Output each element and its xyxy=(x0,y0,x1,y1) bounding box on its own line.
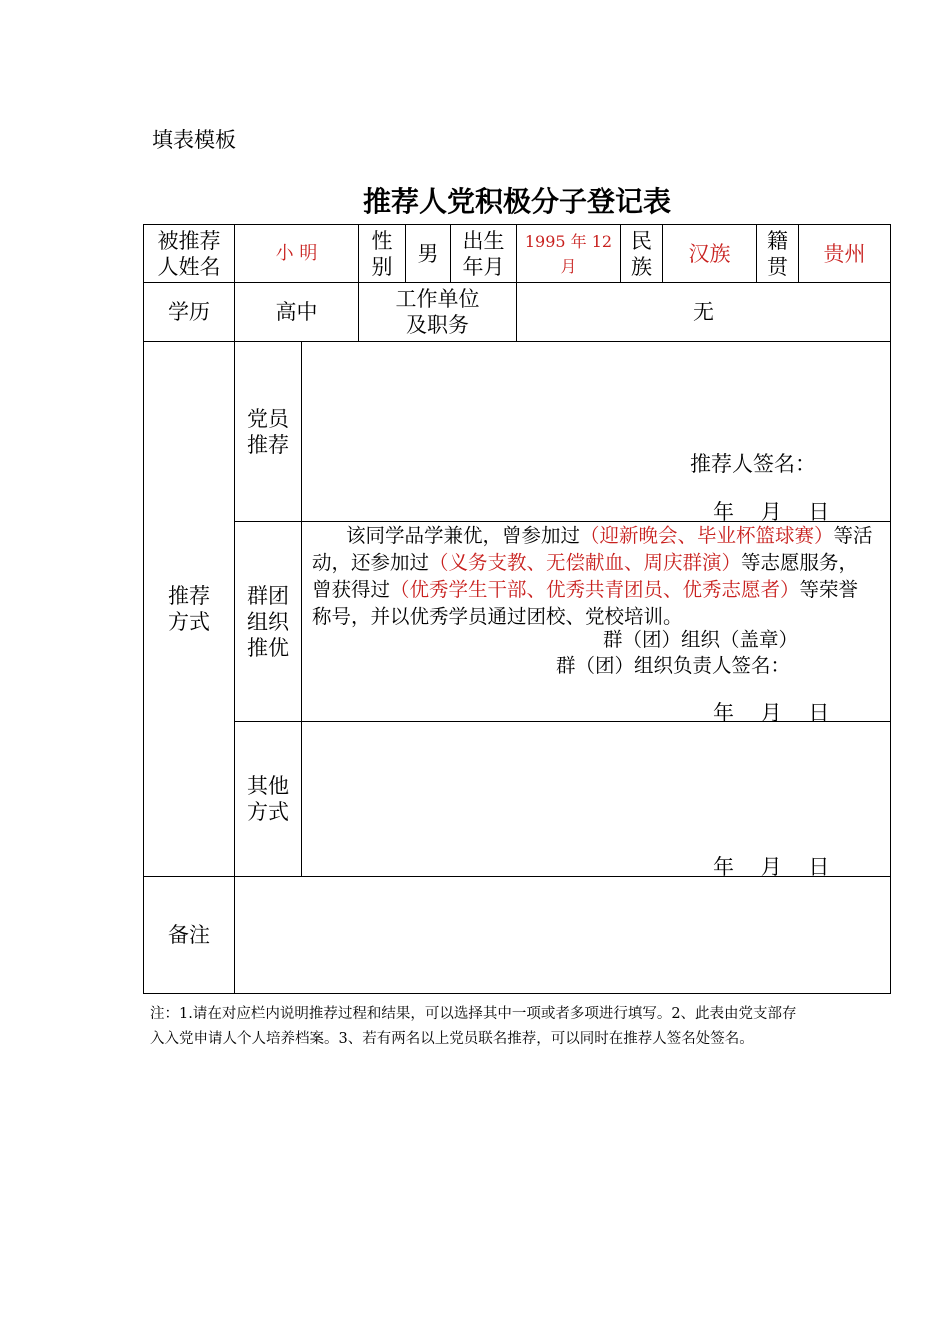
recommend-method-label xyxy=(144,342,234,876)
gender-value[interactable]: 男 xyxy=(417,241,439,266)
gender-label-line2: 别 xyxy=(371,254,393,279)
text-segment-filled: （优秀学生干部、优秀共青团员、优秀志愿者） xyxy=(390,578,800,601)
group-recommend-date[interactable]: 年 月 日 xyxy=(713,701,830,725)
group-stamp-label: 群（团）组织（盖章） xyxy=(603,628,799,651)
work-label-line1: 工作单位 xyxy=(395,287,480,311)
name-label-line1: 被推荐 xyxy=(157,228,221,253)
native-label-line1: 籍 xyxy=(767,228,788,253)
name-label-line2: 人姓名 xyxy=(157,254,221,279)
name-label xyxy=(144,225,234,282)
other-method-label xyxy=(235,722,301,876)
member-label-line2: 推荐 xyxy=(247,432,289,457)
other-method-date[interactable]: 年 月 日 xyxy=(713,855,830,879)
work-unit-value[interactable]: 无 xyxy=(693,300,714,324)
birth-label-line2: 年月 xyxy=(462,254,505,279)
gender-label-line1: 性 xyxy=(371,228,393,253)
footnote-line2: 入入党申请人个人培养档案。3、若有两名以上党员联名推荐，可以同时在推荐人签名处签名。 xyxy=(150,1031,754,1047)
member-recommend-date[interactable]: 年 月 日 xyxy=(713,500,830,524)
footnote xyxy=(150,1002,890,1052)
group-recommend-text[interactable] xyxy=(312,522,874,630)
gender-label xyxy=(359,225,405,282)
text-segment: 等活动，还参加过 xyxy=(312,524,873,574)
group-label-line3: 推优 xyxy=(247,635,289,660)
group-label-line1: 群团 xyxy=(247,583,289,608)
table-col-divider xyxy=(301,341,302,876)
text-segment-filled: （义务支教、无偿献血、周庆群演） xyxy=(429,551,742,574)
member-label-line1: 党员 xyxy=(247,406,289,431)
form-title: 推荐人党积极分子登记表 xyxy=(362,185,671,218)
native-label-line2: 贯 xyxy=(767,254,788,279)
method-label-line2: 方式 xyxy=(168,610,210,634)
recommender-signature-label: 推荐人签名： xyxy=(690,452,816,476)
ethnic-label xyxy=(621,225,662,282)
remarks-field[interactable] xyxy=(235,877,890,993)
group-leader-signature-label: 群（团）组织负责人签名： xyxy=(556,654,791,677)
template-label: 填表模板 xyxy=(152,128,236,152)
ethnic-label-line1: 民 xyxy=(631,228,652,253)
footnote-line1: 注：1.请在对应栏内说明推荐过程和结果，可以选择其中一项或者多项进行填写。2、此表由党支部存 xyxy=(150,1006,797,1022)
party-member-recommend-label xyxy=(235,342,301,521)
education-value[interactable]: 高中 xyxy=(275,300,318,324)
table-border-right xyxy=(890,224,891,994)
work-label-line2: 及职务 xyxy=(406,313,469,337)
name-value[interactable]: 小 明 xyxy=(275,242,318,264)
other-label-line1: 其他 xyxy=(247,774,289,798)
group-label-line2: 组织 xyxy=(247,609,289,634)
group-recommend-label xyxy=(235,522,301,721)
ethnic-value[interactable]: 汉族 xyxy=(688,241,731,266)
text-segment: 等志愿服务，曾获得过 xyxy=(312,551,859,601)
birth-value-line2: 月 xyxy=(560,256,577,276)
birth-value[interactable] xyxy=(517,225,620,282)
text-segment: 等荣誉称号，并以优秀学员通过团校、党校培训。 xyxy=(312,578,859,628)
method-label-line1: 推荐 xyxy=(168,584,210,608)
work-unit-label xyxy=(359,283,516,341)
native-place-label xyxy=(757,225,798,282)
birth-label xyxy=(451,225,516,282)
text-segment-filled: （迎新晚会、毕业杯篮球赛） xyxy=(580,524,834,547)
text-segment: 该同学品学兼优，曾参加过 xyxy=(346,524,581,547)
birth-label-line1: 出生 xyxy=(462,228,505,253)
birth-value-line1: 1995 年 12 xyxy=(524,231,613,251)
table-border-bottom xyxy=(143,993,891,994)
remarks-label: 备注 xyxy=(168,923,210,947)
native-place-value[interactable]: 贵州 xyxy=(823,241,866,266)
ethnic-label-line2: 族 xyxy=(631,254,652,279)
education-label: 学历 xyxy=(168,300,210,324)
other-label-line2: 方式 xyxy=(247,800,289,824)
